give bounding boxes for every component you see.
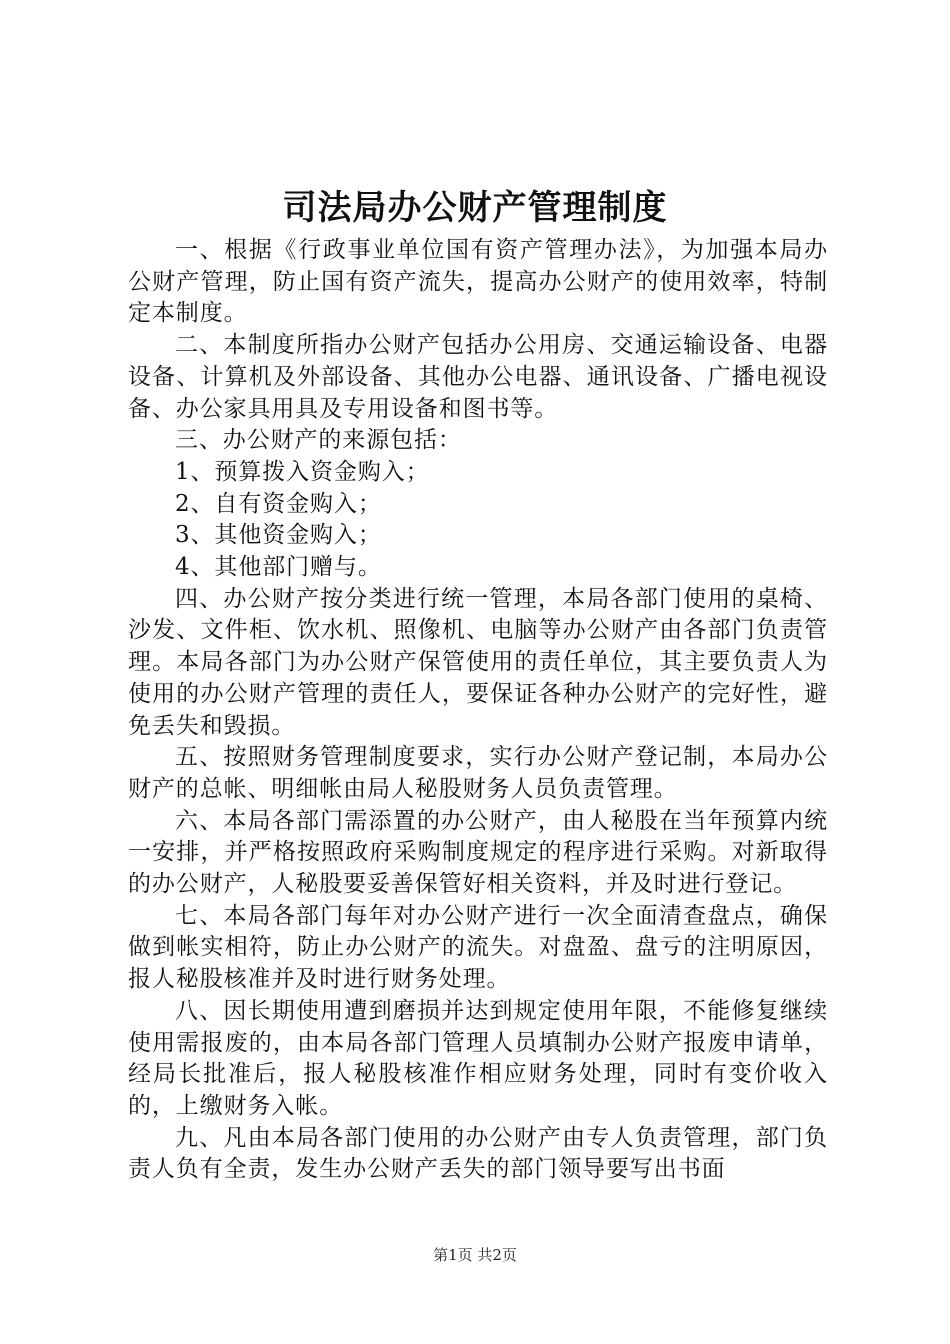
paragraph-7: 七、本局各部门每年对办公财产进行一次全面清查盘点，确保做到帐实相符，防止办公财产的流失。对盘盈、盘亏的注明原因，报人秘股核准并及时进行财务处理。: [128, 902, 828, 993]
paragraph-5: 五、按照财务管理制度要求，实行办公财产登记制，本局办公财产的总帐、明细帐由局人秘股财务人员负责管理。: [128, 744, 828, 802]
list-item-1: 1、预算拨入资金购入；: [175, 458, 430, 485]
paragraph-4: 四、办公财产按分类进行统一管理，本局各部门使用的桌椅、沙发、文件柜、饮水机、照像机、电脑等办公财产由各部门负责管理。本局各部门为办公财产保管使用的责任单位，其主要负责人为使用的办公财产管理的责任人，要保证各种办公财产的完好性，避免丢失和毁损。: [128, 585, 828, 739]
paragraph-6: 六、本局各部门需添置的办公财产，由人秘股在当年预算内统一安排，并严格按照政府采购制度规定的程序进行采购。对新取得的办公财产，人秘股要妥善保管好相关资料，并及时进行登记。: [128, 807, 828, 898]
list-item-4: 4、其他部门赠与。: [175, 554, 382, 581]
page-footer: 第1页 共2页: [433, 1246, 517, 1264]
paragraph-2: 二、本制度所指办公财产包括办公用房、交通运输设备、电器设备、计算机及外部设备、其他办公电器、通讯设备、广播电视设备、办公家具用具及专用设备和图书等。: [128, 332, 828, 422]
list-item-2: 2、自有资金购入；: [175, 490, 382, 517]
paragraph-9: 九、凡由本局各部门使用的办公财产由专人负责管理，部门负责人负有全责，发生办公财产丢失的部门领导要写出书面: [128, 1124, 828, 1183]
document-title: 司法局办公财产管理制度: [282, 188, 668, 228]
list-item-3: 3、其他资金购入；: [175, 522, 382, 549]
document-body: [128, 235, 828, 1186]
paragraph-1: 一、根据《行政事业单位国有资产管理办法》，为加强本局办公财产管理，防止国有资产流失，提高办公财产的使用效率，特制定本制度。: [128, 237, 828, 327]
paragraph-8: 八、因长期使用遭到磨损并达到规定使用年限，不能修复继续使用需报废的，由本局各部门管理人员填制办公财产报废申请单，经局长批准后，报人秘股核准作相应财务处理，同时有变价收入的，上缴财务入帐。: [128, 997, 828, 1119]
paragraph-3: 三、办公财产的来源包括：: [175, 427, 462, 454]
